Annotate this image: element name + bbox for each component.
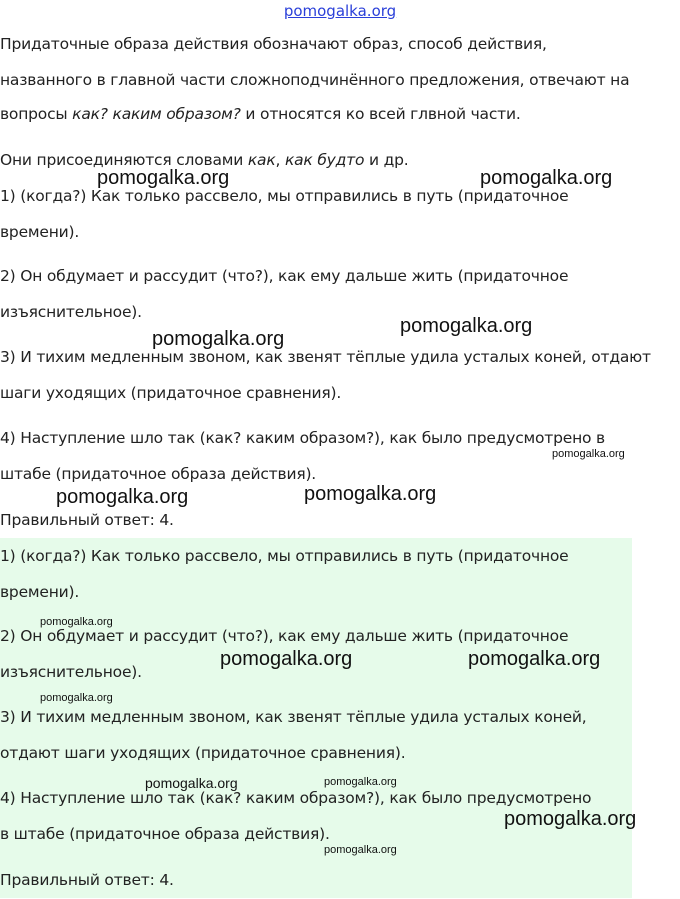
watermark: pomogalka.org <box>304 483 437 505</box>
answer-option-1-line-1: 1) (когда?) Как только рассвело, мы отправились в путь (придаточное <box>0 547 569 565</box>
watermark: pomogalka.org <box>152 328 285 350</box>
answer-option-2-line-1: 2) Он обдумает и рассудит (что?), как ему дальше жить (придаточное <box>0 627 569 645</box>
connectors-line: Они присоединяются словами как, как будто и др. <box>0 151 409 169</box>
watermark: pomogalka.org <box>468 648 601 670</box>
watermark: pomogalka.org <box>56 486 189 508</box>
watermark: pomogalka.org <box>480 167 613 189</box>
option-3-line-1: 3) И тихим медленным звоном, как звенят тёплые удила усталых коней, отдают <box>0 348 651 366</box>
watermark: pomogalka.org <box>552 448 625 460</box>
watermark: pomogalka.org <box>324 844 397 856</box>
watermark: pomogalka.org <box>220 648 353 670</box>
option-4-line-1: 4) Наступление шло так (как? каким образом?), как было предусмотрено в <box>0 429 605 447</box>
option-2-line-2: изъяснительное). <box>0 303 142 321</box>
option-4-line-2: штабе (придаточное образа действия). <box>0 465 317 483</box>
option-1-line-2: времени). <box>0 223 80 241</box>
correct-answer: Правильный ответ: 4. <box>0 511 174 529</box>
watermark: pomogalka.org <box>504 808 637 830</box>
option-1-line-1: 1) (когда?) Как только рассвело, мы отправились в путь (придаточное <box>0 187 569 205</box>
site-logo-link[interactable]: pomogalka.org <box>283 2 397 20</box>
watermark: pomogalka.org <box>400 315 533 337</box>
answer-option-4-line-2: в штабе (придаточное образа действия). <box>0 825 330 843</box>
option-2-line-1: 2) Он обдумает и рассудит (что?), как ему дальше жить (придаточное <box>0 267 569 285</box>
answer-option-2-line-2: изъяснительное). <box>0 663 142 681</box>
watermark: pomogalka.org <box>324 776 397 788</box>
option-3-line-2: шаги уходящих (придаточное сравнения). <box>0 384 342 402</box>
answer-option-3-line-2: отдают шаги уходящих (придаточное сравнения). <box>0 744 406 762</box>
watermark: pomogalka.org <box>97 167 230 189</box>
question-words: как? каким образом? <box>72 105 241 123</box>
watermark: pomogalka.org <box>40 616 113 628</box>
watermark: pomogalka.org <box>145 775 238 791</box>
intro-line-2: названного в главной части сложноподчинённого предложения, отвечают на <box>0 71 630 89</box>
intro-line-3: вопросы как? каким образом? и относятся ко всей глвной части. <box>0 105 521 123</box>
answer-option-3-line-1: 3) И тихим медленным звоном, как звенят тёплые удила усталых коней, <box>0 708 587 726</box>
answer-option-4-line-1: 4) Наступление шло так (как? каким образом?), как было предусмотрено <box>0 789 592 807</box>
watermark: pomogalka.org <box>40 692 113 704</box>
intro-line-1: Придаточные образа действия обозначают образ, способ действия, <box>0 35 547 53</box>
answer-option-1-line-2: времени). <box>0 583 80 601</box>
answer-correct: Правильный ответ: 4. <box>0 871 174 889</box>
